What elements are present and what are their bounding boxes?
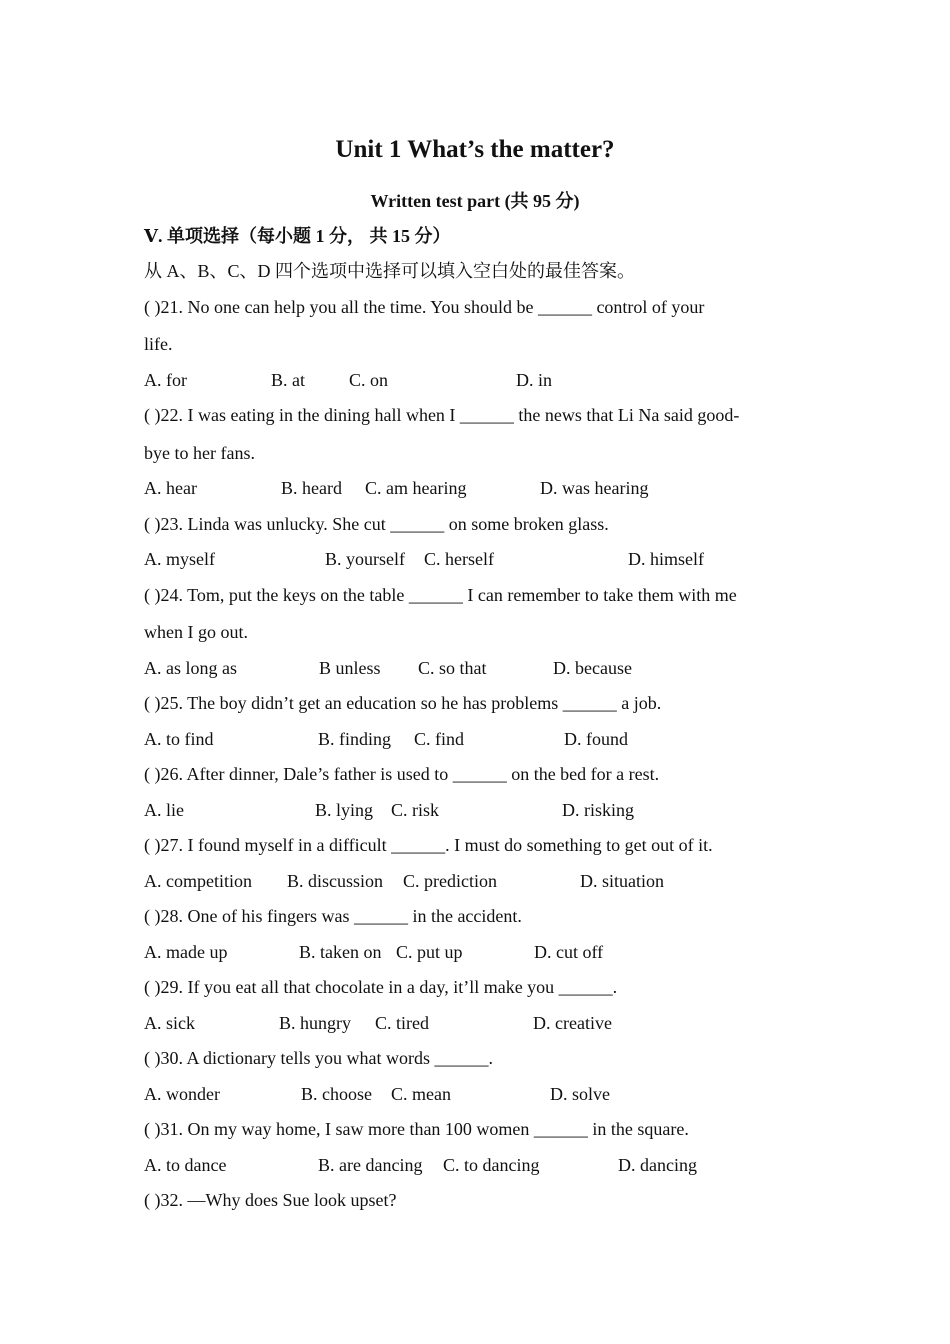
question-31-option-d: D. dancing [618, 1155, 697, 1175]
question-23-option-a: A. myself [144, 549, 215, 569]
question-30-option-d: D. solve [550, 1084, 610, 1104]
question-25-option-a: A. to find [144, 729, 214, 749]
question-30-option-a: A. wonder [144, 1084, 220, 1104]
question-21-option-d: D. in [516, 370, 552, 390]
question-27-option-a: A. competition [144, 871, 252, 891]
question-28-text: ( )28. One of his fingers was ______ in the accident. [144, 906, 522, 926]
question-31-option-a: A. to dance [144, 1155, 227, 1175]
question-29-option-d: D. creative [533, 1013, 612, 1033]
question-24-option-c: C. so that [418, 658, 487, 678]
question-23-option-c: C. herself [424, 549, 494, 569]
question-27-option-b: B. discussion [287, 871, 384, 891]
question-31-option-c: C. to dancing [443, 1155, 540, 1175]
question-28-option-a: A. made up [144, 942, 228, 962]
document-title: Unit 1 What’s the matter? [335, 136, 615, 163]
question-26-text: ( )26. After dinner, Dale’s father is used to ______ on the bed for a rest. [144, 764, 660, 784]
question-22-text: ( )22. I was eating in the dining hall when I ______ the news that Li Na said good- [144, 405, 740, 425]
question-25-option-c: C. find [414, 729, 465, 749]
question-24-option-d: D. because [553, 658, 632, 678]
question-21-option-c: C. on [349, 370, 389, 390]
question-30-option-c: C. mean [391, 1084, 451, 1104]
question-23-text: ( )23. Linda was unlucky. She cut ______ on some broken glass. [144, 514, 609, 534]
question-22-option-a: A. hear [144, 478, 197, 498]
question-29-option-a: A. sick [144, 1013, 195, 1033]
section-heading: Ⅴ. 单项选择（每小题 1 分， 共 15 分） [144, 226, 451, 246]
question-26-option-d: D. risking [562, 800, 634, 820]
question-22-option-b: B. heard [281, 478, 342, 498]
question-29-text: ( )29. If you eat all that chocolate in a day, it’ll make you ______. [144, 977, 618, 997]
question-21-option-a: A. for [144, 370, 187, 390]
question-27-text: ( )27. I found myself in a difficult ______. I must do something to get out of it. [144, 835, 713, 855]
question-21-text-cont: life. [144, 334, 173, 354]
question-29-option-c: C. tired [375, 1013, 429, 1033]
question-22-text-cont: bye to her fans. [144, 443, 255, 463]
question-30-text: ( )30. A dictionary tells you what words ______. [144, 1048, 493, 1068]
section-instruction: 从 A、B、C、D 四个选项中选择可以填入空白处的最佳答案。 [144, 261, 636, 281]
question-30-option-b: B. choose [301, 1084, 372, 1104]
question-25-text: ( )25. The boy didn’t get an education so he has problems ______ a job. [144, 693, 662, 713]
question-23-option-b: B. yourself [325, 549, 405, 569]
question-31-option-b: B. are dancing [318, 1155, 423, 1175]
question-28-option-b: B. taken on [299, 942, 382, 962]
question-26-option-c: C. risk [391, 800, 440, 820]
question-24-text: ( )24. Tom, put the keys on the table ______ I can remember to take them with me [144, 585, 737, 605]
question-23-option-d: D. himself [628, 549, 704, 569]
question-28-option-d: D. cut off [534, 942, 604, 962]
question-29-option-b: B. hungry [279, 1013, 351, 1033]
question-28-option-c: C. put up [396, 942, 463, 962]
question-27-option-d: D. situation [580, 871, 664, 891]
question-25-option-d: D. found [564, 729, 628, 749]
question-26-option-a: A. lie [144, 800, 184, 820]
document-subtitle: Written test part (共 95 分) [370, 191, 580, 211]
question-22-option-d: D. was hearing [540, 478, 649, 498]
question-21-text: ( )21. No one can help you all the time. You should be ______ control of your [144, 297, 705, 317]
question-21-option-b: B. at [271, 370, 305, 390]
question-32-text: ( )32. —Why does Sue look upset? [144, 1190, 397, 1210]
question-24-option-a: A. as long as [144, 658, 237, 678]
question-24-option-b: B unless [319, 658, 381, 678]
question-24-text-cont: when I go out. [144, 622, 248, 642]
question-22-option-c: C. am hearing [365, 478, 467, 498]
question-26-option-b: B. lying [315, 800, 374, 820]
question-25-option-b: B. finding [318, 729, 392, 749]
question-27-option-c: C. prediction [403, 871, 497, 891]
question-31-text: ( )31. On my way home, I saw more than 100 women ______ in the square. [144, 1119, 689, 1139]
